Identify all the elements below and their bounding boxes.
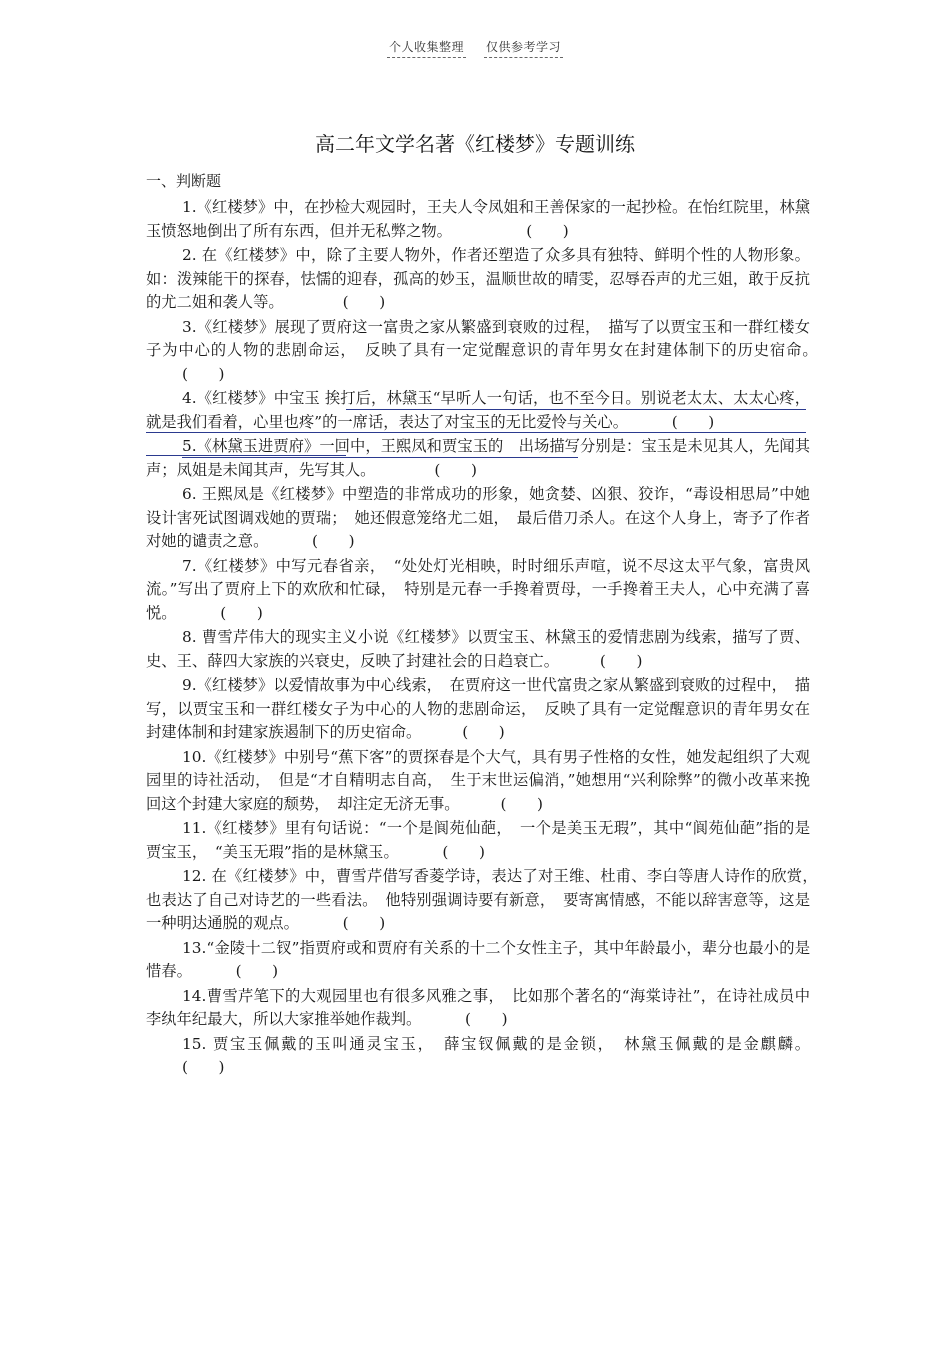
question-number: 8. [182, 628, 197, 646]
question-item [146, 483, 810, 554]
section-heading: 一、判断题 [146, 172, 222, 190]
question-item [146, 626, 810, 673]
answer-blank: ( ) [312, 532, 355, 550]
answer-blank: ( ) [182, 364, 225, 383]
question-item [146, 937, 810, 984]
question-item [146, 817, 810, 864]
question-text: 《红楼梦》中写元春省亲， “处处灯光相映，时时细乐声喧，说不尽这太平气象，富贵风流。”写出了贾府上下的欢欣和忙碌， 特别是元春一手搀着贾母，一手搀着王夫人，心中充满了喜悦。 [146, 556, 810, 622]
question-number: 11. [182, 819, 207, 837]
answer-blank: ( ) [500, 794, 543, 813]
question-item [146, 746, 810, 817]
question-text: 在《红楼梦》中，曹雪芹借写香菱学诗，表达了对王维、杜甫、李白等唐人诗作的欣赏， 也表达了自己对诗艺的一些看法。 他特别强调诗要有新意， 要寄寓情感，不能以辞害意等，这是一种明达通脱的观点。 [146, 867, 826, 932]
question-text: 在《红楼梦》中，除了主要人物外，作者还塑造了众多具有独特、鲜明个性的人物形象。如：泼辣能干的探春，怯懦的迎春，孤高的妙玉，温顺世故的晴雯，忍辱吞声的尤三姐，敢于反抗的尤二姐和袭人等。 [146, 246, 810, 311]
question-item [146, 674, 810, 745]
document-title: 高二年文学名著《红楼梦》专题训练 [315, 132, 635, 156]
question-item [146, 196, 810, 243]
answer-blank: ( ) [462, 723, 505, 741]
question-text: 王熙凤是《红楼梦》中塑造的非常成功的形象，她贪婪、凶狠、狡诈，“毒设相思局”中她设计害死试图调戏她的贾瑞； 她还假意笼络尤二姐， 最后借刀杀人。在这个人身上，寄予了作者对她的谴责之意。 [146, 485, 810, 550]
question-number: 7. [182, 556, 197, 575]
answer-blank: ( ) [599, 651, 643, 670]
header-right-text: 仅供参考学习 [484, 38, 563, 58]
question-item [146, 244, 810, 315]
question-item [146, 865, 826, 936]
underline-mark [182, 457, 578, 458]
answer-blank: ( ) [182, 1058, 225, 1076]
answer-blank: ( ) [442, 842, 485, 861]
question-item [146, 435, 810, 482]
question-number: 1. [182, 198, 197, 216]
question-text: 曹雪芹笔下的大观园里也有很多风雅之事， 比如那个著名的“海棠诗社”，在诗社成员中李纨年纪最大，所以大家推举她作裁判。 [146, 986, 810, 1028]
answer-blank: ( ) [526, 221, 569, 240]
question-number: 9. [182, 676, 197, 694]
question-number: 4. [182, 389, 197, 407]
underline-mark [346, 409, 806, 410]
question-text: 曹雪芹伟大的现实主义小说《红楼梦》以贾宝玉、林黛玉的爱情悲剧为线索，描写了贾、史、王、薛四大家族的兴衰史，反映了封建社会的日趋衰亡。 [146, 628, 810, 670]
question-text: 《红楼梦》以爱情故事为中心线索， 在贾府这一世代富贵之家从繁盛到衰败的过程中， 描写，以贾宝玉和一群红楼女子为中心的人物的悲剧命运， 反映了具有一定觉醒意识的青年男女在封建体制和封建家族遏制下的历史宿命。 [146, 676, 810, 741]
question-text: 《红楼梦》中宝玉 挨打后，林黛玉“早听人一句话，也不至今日。别说老太太、太太心疼，就是我们看着，心里也疼”的一席话，表达了对宝玉的无比爱怜与关心。 [146, 389, 810, 431]
header-left-text: 个人收集整理 [387, 38, 466, 58]
answer-blank: ( ) [220, 603, 263, 622]
answer-blank: ( ) [342, 293, 386, 311]
question-number: 14. [182, 986, 207, 1005]
question-number: 3. [182, 317, 197, 336]
question-text: 《红楼梦》里有句话说：“一个是阆苑仙葩， 一个是美玉无瑕”，其中“阆苑仙葩”指的是贾宝玉， “美玉无瑕”指的是林黛玉。 [146, 819, 810, 861]
question-item [146, 555, 810, 626]
underline-mark [146, 432, 806, 433]
question-number: 10. [182, 747, 207, 766]
question-item [146, 387, 810, 434]
answer-blank: ( ) [465, 1010, 508, 1028]
answer-blank: ( ) [235, 962, 279, 980]
question-text: 《红楼梦》中别号“蕉下客”的贾探春是个大气，具有男子性格的女性，她发起组织了大观园里的诗社活动， 但是“才自精明志自高， 生于末世运偏消，”她想用“兴利除弊”的微小改革来挽回这个封建大家庭的颓势， 却注定无济无事。 [146, 747, 810, 813]
question-item [146, 1033, 810, 1080]
answer-blank: ( ) [671, 412, 715, 431]
answer-blank: ( ) [434, 460, 477, 479]
question-text: 《红楼梦》展现了贾府这一富贵之家从繁盛到衰败的过程， 描写了以贾宝玉和一群红楼女子为中心的人物的悲剧命运， 反映了具有一定觉醒意识的青年男女在封建体制下的历史宿命。 [146, 317, 810, 359]
question-item [146, 316, 810, 387]
question-number: 2. [182, 246, 197, 264]
question-number: 5. [182, 437, 197, 455]
answer-blank: ( ) [342, 914, 386, 932]
question-list [146, 196, 826, 1081]
question-text: “金陵十二钗”指贾府或和贾府有关系的十二个女性主子，其中年龄最小，辈分也最小的是惜春。 [146, 938, 810, 980]
question-number: 13. [182, 938, 207, 957]
question-text: 《红楼梦》中，在抄检大观园时，王夫人令凤姐和王善保家的一起抄检。在怡红院里，林黛玉愤怒地倒出了所有东西，但并无私弊之物。 [146, 198, 810, 240]
question-item [146, 985, 810, 1032]
question-number: 6. [182, 485, 197, 503]
question-number: 12. [182, 867, 207, 885]
question-number: 15. [182, 1034, 207, 1053]
question-text: 贾宝玉佩戴的玉叫通灵宝玉， 薛宝钗佩戴的是金锁， 林黛玉佩戴的是金麒麟。 [212, 1034, 810, 1053]
page-header [0, 38, 950, 58]
question-text: 《林黛玉进贾府》一回中，王熙凤和贾宝玉的 出场描写分别是：宝玉是未见其人，先闻其声；凤姐是未闻其声，先写其人。 [146, 437, 810, 479]
